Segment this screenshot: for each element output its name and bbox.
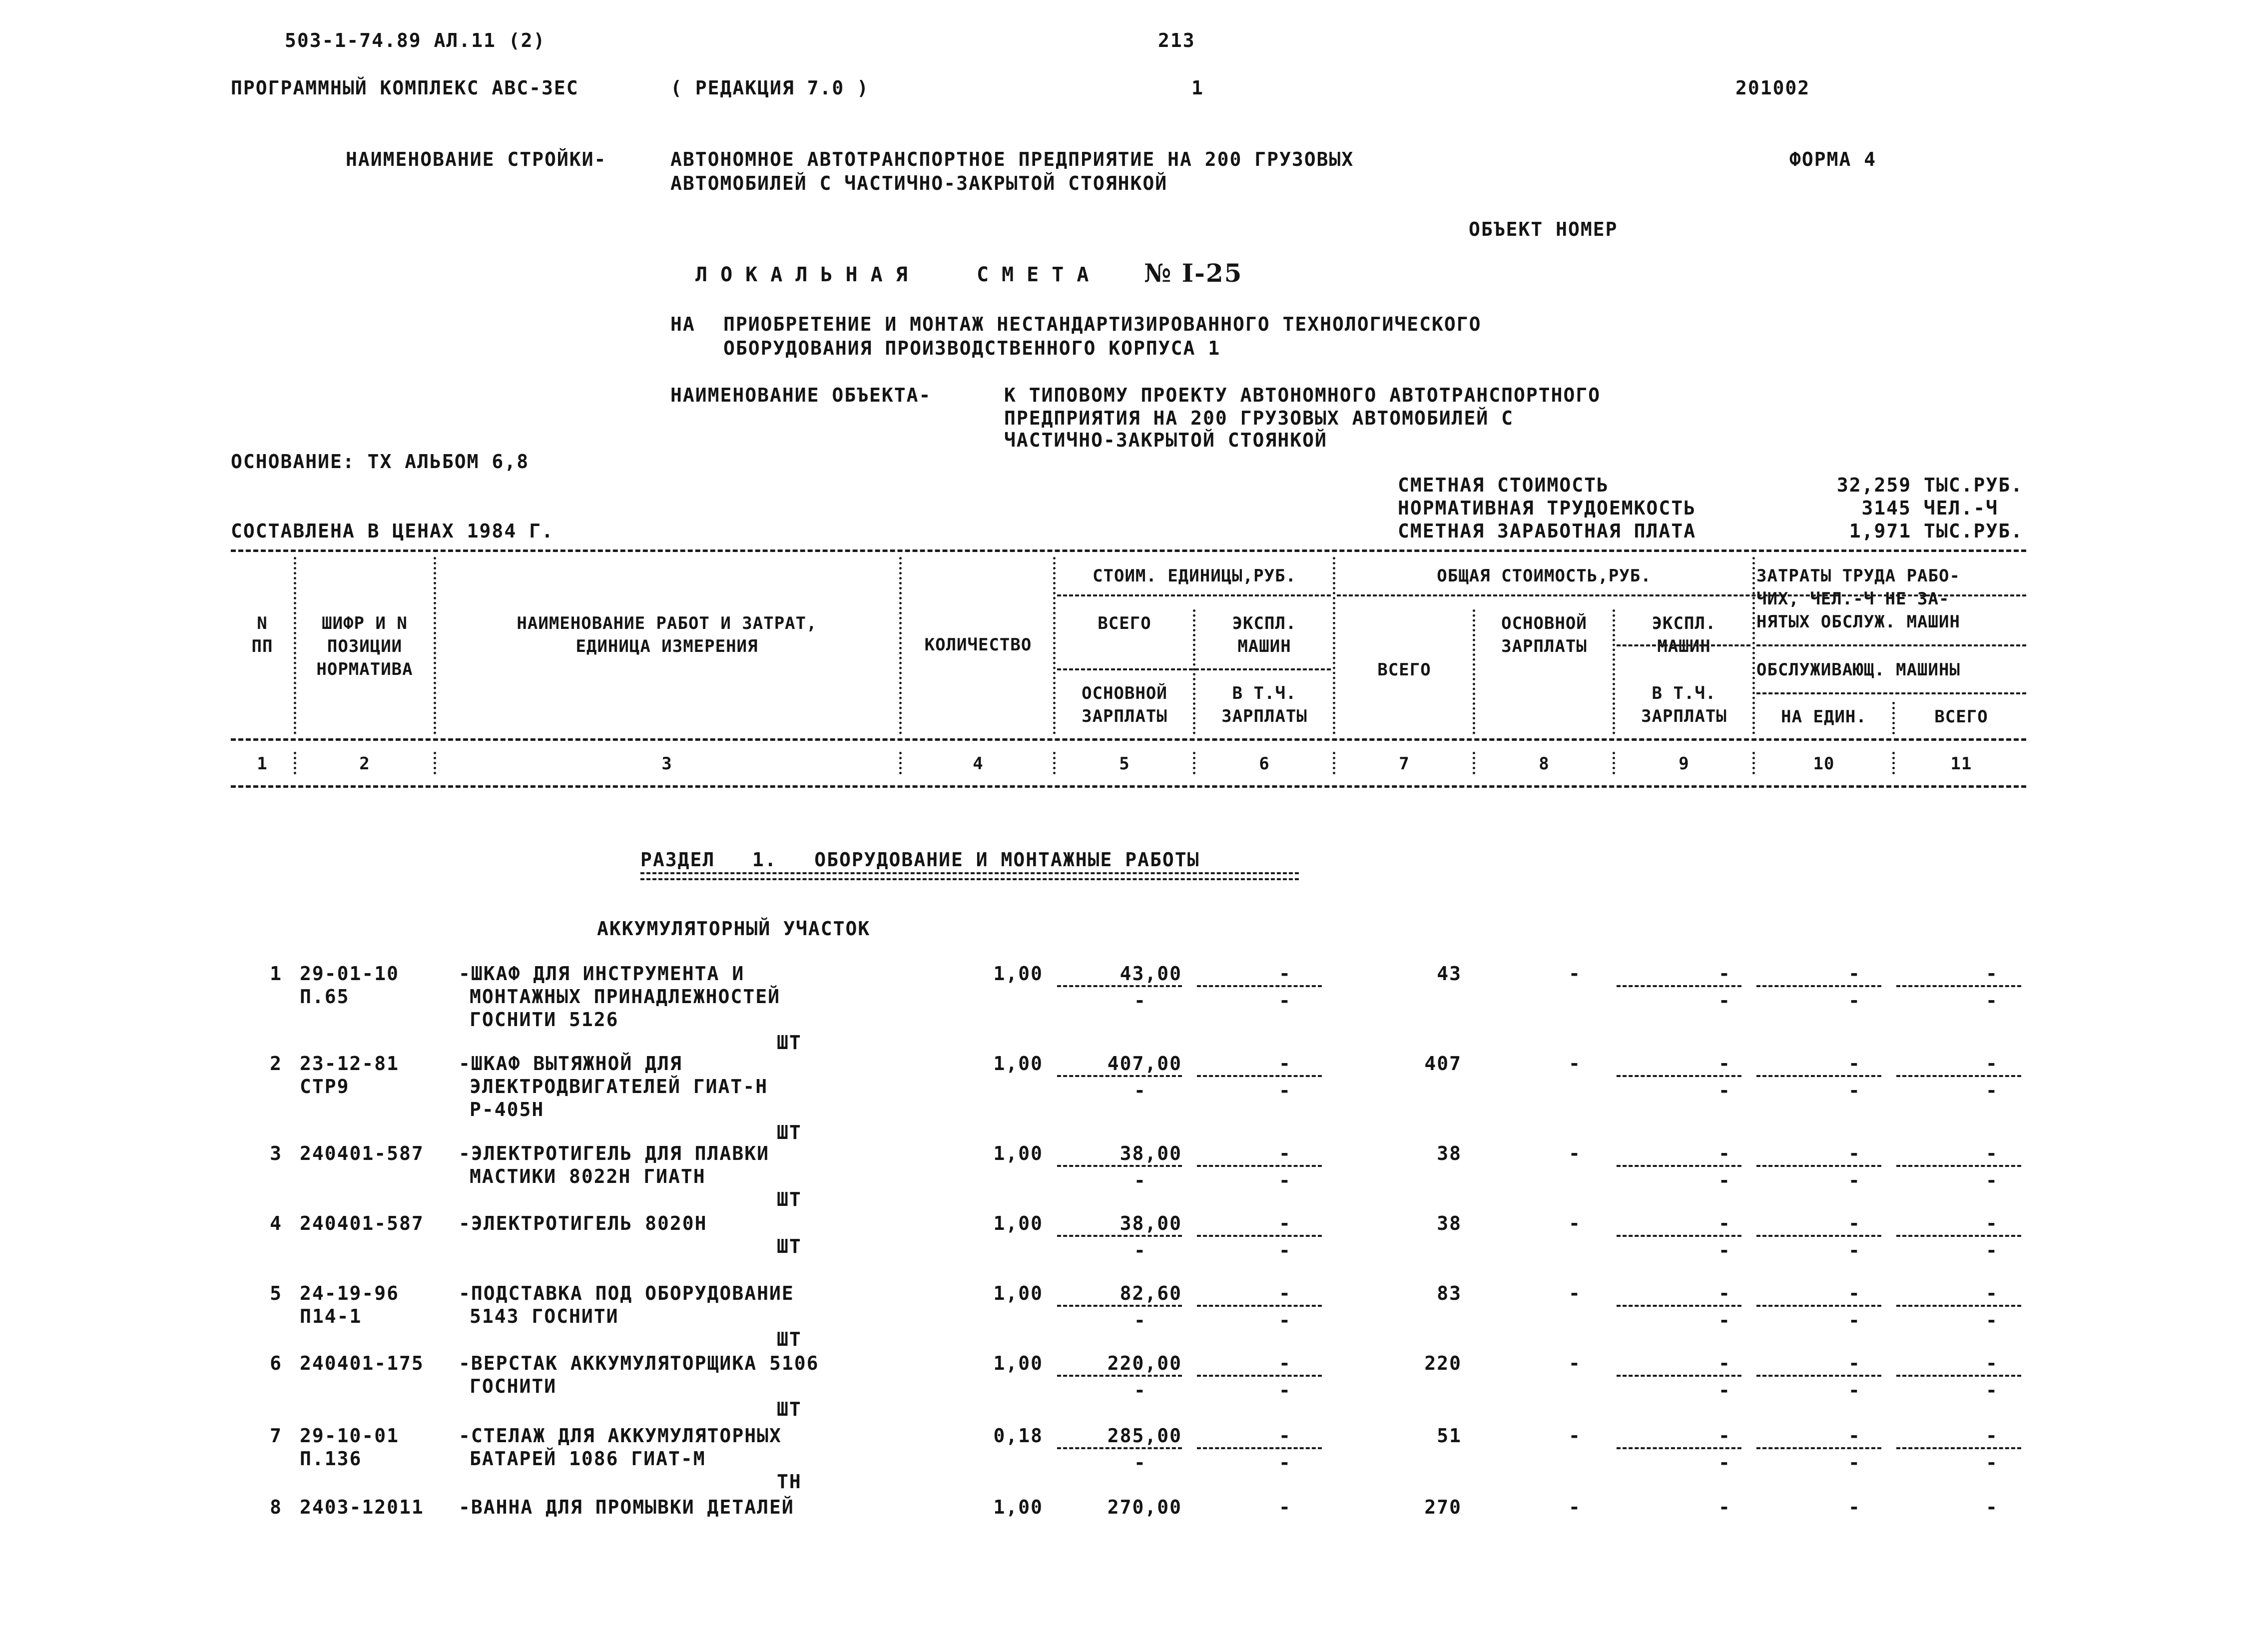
dash-mark: - <box>1569 1212 1581 1234</box>
row-work-name: -СТЕЛАЖ ДЛЯ АККУМУЛЯТОРНЫХ <box>459 1425 782 1447</box>
summary-label-cost: СМЕТНАЯ СТОИМОСТЬ <box>1398 474 1609 496</box>
program-edition: ( РЕДАКЦИЯ 7.0 ) <box>670 77 870 99</box>
row-code: 240401-587 <box>300 1142 424 1164</box>
column-separator <box>1193 752 1195 774</box>
dash-mark: - <box>1279 1352 1291 1374</box>
dash-mark: - <box>1848 1053 1861 1075</box>
cell-separator-line <box>1057 1235 1182 1237</box>
dash-mark: - <box>1569 963 1581 985</box>
header-bottom-rule <box>231 738 2026 741</box>
row-quantity: 1,00 <box>993 1053 1043 1075</box>
row-quantity: 1,00 <box>993 1142 1043 1164</box>
column-numbers-bottom-rule <box>231 785 2026 788</box>
header-total-machines: ЭКСПЛ. МАШИН <box>1652 613 1716 656</box>
row-number: 1 <box>270 963 282 985</box>
dash-mark: - <box>1986 1212 1998 1234</box>
dash-mark: - <box>1279 1142 1291 1164</box>
row-unit: ШТ <box>777 1235 802 1257</box>
dash-mark: - <box>1986 1379 1998 1401</box>
cell-separator-line <box>1896 1305 2021 1307</box>
row-total-cost: 270 <box>1424 1496 1462 1518</box>
dash-mark: - <box>1986 1425 1998 1447</box>
row-code: 2403-12011 <box>300 1496 424 1518</box>
dash-mark: - <box>1986 963 1998 985</box>
construction-line-1: АВТОНОМНОЕ АВТОТРАНСПОРТНОЕ ПРЕДПРИЯТИЕ НА 200 ГРУЗОВЫХ <box>670 148 1354 170</box>
row-unit: ШТ <box>777 1032 802 1054</box>
row-total-cost: 407 <box>1424 1053 1462 1075</box>
column-separator <box>1473 609 1475 734</box>
cell-separator-line <box>1197 1075 1322 1077</box>
cell-separator-line <box>1896 985 2021 987</box>
row-unit: ТН <box>777 1471 802 1493</box>
dash-mark: - <box>1848 1239 1861 1261</box>
row-unit-price: 407,00 <box>1107 1053 1182 1075</box>
cell-separator-line <box>1617 1235 1741 1237</box>
header-labor-per-unit: НА ЕДИН. <box>1781 707 1867 727</box>
column-number: 2 <box>359 754 370 774</box>
cell-separator-line <box>1756 1165 1881 1167</box>
column-separator <box>1333 752 1335 774</box>
dash-mark: - <box>1986 1169 1998 1191</box>
cell-separator-line <box>1756 1375 1881 1377</box>
row-quantity: 0,18 <box>993 1425 1043 1447</box>
dash-mark: - <box>1986 990 1998 1012</box>
header-unit-machines: ЭКСПЛ. МАШИН <box>1232 613 1297 656</box>
column-number: 10 <box>1813 754 1835 774</box>
column-separator <box>434 752 436 774</box>
table-top-rule <box>231 550 2026 552</box>
dash-mark: - <box>1718 1425 1731 1447</box>
column-separator <box>1892 752 1895 774</box>
document-code: 503-1-74.89 АЛ.11 (2) <box>285 29 546 51</box>
cell-separator-line <box>1896 1447 2021 1449</box>
program-name: ПРОГРАММНЫЙ КОМПЛЕКС АВС-ЗЕС <box>231 77 579 99</box>
header-labor-costs: ЗАТРАТЫ ТРУДА РАБО- ЧИХ, ЧЕЛ.-Ч НЕ ЗА- НЯТЫХ ОБСЛУЖ. МАШИН <box>1756 566 1960 632</box>
form-label: ФОРМА 4 <box>1789 148 1877 170</box>
row-quantity: 1,00 <box>993 1496 1043 1518</box>
column-separator <box>1473 752 1475 774</box>
dash-mark: - <box>1279 1309 1291 1331</box>
row-code: 23-12-81 <box>300 1053 400 1075</box>
dash-mark: - <box>1986 1080 1998 1101</box>
row-total-cost: 38 <box>1437 1212 1462 1234</box>
row-work-name: МОНТАЖНЫХ ПРИНАДЛЕЖНОСТЕЙ <box>470 986 780 1008</box>
cell-separator-line <box>1057 1075 1182 1077</box>
basis: ОСНОВАНИЕ: ТХ АЛЬБОМ 6,8 <box>231 451 530 473</box>
dash-mark: - <box>1986 1282 1998 1304</box>
section-title: РАЗДЕЛ 1. ОБОРУДОВАНИЕ И МОНТАЖНЫЕ РАБОТЫ <box>640 849 1200 871</box>
title-word-local: ЛОКАЛЬНАЯ <box>695 263 921 286</box>
row-code: 240401-175 <box>300 1352 424 1374</box>
dash-mark: - <box>1569 1496 1581 1518</box>
page-number: 213 <box>1158 29 1195 51</box>
dash-mark: - <box>1986 1352 1998 1374</box>
dash-mark: - <box>1848 990 1861 1012</box>
header-unit-wage: ОСНОВНОЙ ЗАРПЛАТЫ <box>1082 683 1167 726</box>
construction-label: НАИМЕНОВАНИЕ СТРОЙКИ- <box>346 148 607 170</box>
row-work-name: 5143 ГОСНИТИ <box>470 1305 619 1327</box>
estimate-number: № I-25 <box>1144 258 1243 288</box>
cell-separator-line <box>1057 1165 1182 1167</box>
header-sub-rule <box>1756 644 2026 646</box>
row-code: П.136 <box>300 1448 362 1470</box>
dash-mark: - <box>1134 1452 1146 1474</box>
dash-mark: - <box>1718 1053 1731 1075</box>
dash-mark: - <box>1718 990 1731 1012</box>
header-sub-rule <box>1057 594 1331 596</box>
cell-separator-line <box>1756 1075 1881 1077</box>
object-line-2: ПРЕДПРИЯТИЯ НА 200 ГРУЗОВЫХ АВТОМОБИЛЕЙ С <box>1004 407 1514 429</box>
dash-mark: - <box>1569 1282 1581 1304</box>
header-total-wage: ОСНОВНОЙ ЗАРПЛАТЫ <box>1501 613 1587 656</box>
object-line-1: К ТИПОВОМУ ПРОЕКТУ АВТОНОМНОГО АВТОТРАНСПОРТНОГО <box>1004 384 1601 406</box>
cell-separator-line <box>1057 1447 1182 1449</box>
row-work-name: -ШКАФ ДЛЯ ИНСТРУМЕНТА И <box>459 963 745 985</box>
cell-separator-line <box>1756 985 1881 987</box>
row-unit-price: 38,00 <box>1120 1212 1182 1234</box>
cell-separator-line <box>1057 985 1182 987</box>
cell-separator-line <box>1617 1447 1741 1449</box>
column-number: 3 <box>661 754 672 774</box>
row-quantity: 1,00 <box>993 963 1043 985</box>
cell-separator-line <box>1896 1075 2021 1077</box>
dash-mark: - <box>1279 1452 1291 1474</box>
construction-line-2: АВТОМОБИЛЕЙ С ЧАСТИЧНО-ЗАКРЫТОЙ СТОЯНКОЙ <box>670 172 1168 194</box>
object-number: ОБЪЕКТ НОМЕР <box>1469 218 1618 240</box>
column-number: 4 <box>973 754 984 774</box>
dash-mark: - <box>1569 1142 1581 1164</box>
dash-mark: - <box>1848 1352 1861 1374</box>
column-number: 11 <box>1950 754 1972 774</box>
cell-separator-line <box>1617 1075 1741 1077</box>
object-label: НАИМЕНОВАНИЕ ОБЪЕКТА- <box>670 384 932 406</box>
row-code: 240401-587 <box>300 1212 424 1234</box>
header-work-name: НАИМЕНОВАНИЕ РАБОТ И ЗАТРАТ, ЕДИНИЦА ИЗМЕРЕНИЯ <box>517 613 817 656</box>
row-number: 3 <box>270 1142 282 1164</box>
row-number: 4 <box>270 1212 282 1234</box>
dash-mark: - <box>1569 1053 1581 1075</box>
row-work-name: -ВЕРСТАК АККУМУЛЯТОРЩИКА 5106 <box>459 1352 819 1374</box>
row-number: 6 <box>270 1352 282 1374</box>
row-unit: ШТ <box>777 1398 802 1420</box>
row-work-name: ГОСНИТИ 5126 <box>470 1009 619 1031</box>
dash-mark: - <box>1279 1080 1291 1101</box>
dash-mark: - <box>1718 1352 1731 1374</box>
dash-mark: - <box>1986 1309 1998 1331</box>
dash-mark: - <box>1279 1496 1291 1518</box>
section-underline <box>640 878 1299 880</box>
cell-separator-line <box>1617 985 1741 987</box>
dash-mark: - <box>1279 1212 1291 1234</box>
dash-mark: - <box>1134 1309 1146 1331</box>
cell-separator-line <box>1896 1235 2021 1237</box>
dash-mark: - <box>1279 990 1291 1012</box>
column-number: 8 <box>1539 754 1550 774</box>
header-labor-service: ОБСЛУЖИВАЮЩ. МАШИНЫ <box>1756 660 1960 680</box>
column-number: 1 <box>257 754 268 774</box>
sheet-number: 1 <box>1191 77 1204 99</box>
column-separator <box>899 752 902 774</box>
row-quantity: 1,00 <box>993 1212 1043 1234</box>
column-separator <box>294 752 296 774</box>
row-code: 29-10-01 <box>300 1425 400 1447</box>
row-unit-price: 43,00 <box>1120 963 1182 985</box>
row-unit: ШТ <box>777 1121 802 1143</box>
row-code: 24-19-96 <box>300 1282 400 1304</box>
header-unit-total: ВСЕГО <box>1098 613 1151 633</box>
row-work-name: -ЭЛЕКТРОТИГЕЛЬ 8020Н <box>459 1212 707 1234</box>
column-separator <box>1333 557 1335 734</box>
cell-separator-line <box>1197 1305 1322 1307</box>
row-total-cost: 43 <box>1437 963 1462 985</box>
column-separator <box>1613 609 1615 734</box>
row-number: 2 <box>270 1053 282 1075</box>
header-total-incl-wage: В Т.Ч. ЗАРПЛАТЫ <box>1641 683 1727 726</box>
subject-prefix: НА <box>670 313 695 335</box>
column-separator <box>899 557 902 734</box>
row-work-name: МАСТИКИ 8022Н ГИАТН <box>470 1165 706 1187</box>
row-number: 8 <box>270 1496 282 1518</box>
cell-separator-line <box>1756 1447 1881 1449</box>
cell-separator-line <box>1197 985 1322 987</box>
dash-mark: - <box>1718 1282 1731 1304</box>
dash-mark: - <box>1718 1452 1731 1474</box>
row-work-name: -ПОДСТАВКА ПОД ОБОРУДОВАНИЕ <box>459 1282 794 1304</box>
dash-mark: - <box>1134 1169 1146 1191</box>
header-unit-cost: СТОИМ. ЕДИНИЦЫ,РУБ. <box>1093 566 1296 586</box>
dash-mark: - <box>1986 1053 1998 1075</box>
column-separator <box>294 557 296 734</box>
cell-separator-line <box>1197 1165 1322 1167</box>
header-row-number: N ПП <box>251 613 273 656</box>
header-code: ШИФР И N ПОЗИЦИИ НОРМАТИВА <box>316 613 413 679</box>
cell-separator-line <box>1896 1165 2021 1167</box>
column-separator <box>1752 557 1755 734</box>
cell-separator-line <box>1756 1235 1881 1237</box>
dash-mark: - <box>1718 1080 1731 1101</box>
row-number: 7 <box>270 1425 282 1447</box>
object-line-3: ЧАСТИЧНО-ЗАКРЫТОЙ СТОЯНКОЙ <box>1004 429 1327 451</box>
subject-line-2: ОБОРУДОВАНИЯ ПРОИЗВОДСТВЕННОГО КОРПУСА 1 <box>723 337 1221 359</box>
header-total-all: ВСЕГО <box>1377 660 1431 680</box>
row-total-cost: 220 <box>1424 1352 1462 1374</box>
summary-value-cost: 32,259 ТЫС.РУБ. <box>1836 474 2023 496</box>
header-unit-incl-wage: В Т.Ч. ЗАРПЛАТЫ <box>1221 683 1307 726</box>
row-unit: ШТ <box>777 1188 802 1210</box>
row-unit-price: 270,00 <box>1107 1496 1182 1518</box>
dash-mark: - <box>1718 963 1731 985</box>
row-code: СТР9 <box>300 1076 350 1098</box>
row-total-cost: 38 <box>1437 1142 1462 1164</box>
column-separator <box>434 557 436 734</box>
column-separator <box>1752 752 1755 774</box>
cell-separator-line <box>1197 1235 1322 1237</box>
cell-separator-line <box>1617 1165 1741 1167</box>
dash-mark: - <box>1848 1309 1861 1331</box>
dash-mark: - <box>1986 1452 1998 1474</box>
header-sub-rule <box>1057 668 1331 670</box>
cell-separator-line <box>1756 1305 1881 1307</box>
dash-mark: - <box>1848 1282 1861 1304</box>
column-separator <box>1053 752 1056 774</box>
row-total-cost: 51 <box>1437 1425 1462 1447</box>
row-work-name: -ЭЛЕКТРОТИГЕЛЬ ДЛЯ ПЛАВКИ <box>459 1142 769 1164</box>
dash-mark: - <box>1986 1142 1998 1164</box>
dash-mark: - <box>1848 1142 1861 1164</box>
row-work-name: ГОСНИТИ <box>470 1375 557 1397</box>
column-number: 7 <box>1399 754 1410 774</box>
dash-mark: - <box>1848 1212 1861 1234</box>
column-separator <box>1892 702 1895 734</box>
dash-mark: - <box>1848 1080 1861 1101</box>
cell-separator-line <box>1617 1375 1741 1377</box>
dash-mark: - <box>1848 1425 1861 1447</box>
row-work-name: БАТАРЕЙ 1086 ГИАТ-М <box>470 1448 706 1470</box>
row-quantity: 1,00 <box>993 1352 1043 1374</box>
dash-mark: - <box>1848 1452 1861 1474</box>
dash-mark: - <box>1279 1282 1291 1304</box>
document-number: 201002 <box>1735 77 1810 99</box>
row-work-name: ЭЛЕКТРОДВИГАТЕЛЕЙ ГИАТ-Н <box>470 1076 768 1098</box>
dash-mark: - <box>1134 1379 1146 1401</box>
dash-mark: - <box>1718 1309 1731 1331</box>
header-labor-total: ВСЕГО <box>1934 707 1988 727</box>
dash-mark: - <box>1569 1425 1581 1447</box>
column-number: 5 <box>1119 754 1130 774</box>
row-code: П14-1 <box>300 1305 362 1327</box>
column-number: 6 <box>1259 754 1270 774</box>
dash-mark: - <box>1279 963 1291 985</box>
header-sub-rule <box>1617 644 1750 646</box>
dash-mark: - <box>1848 1169 1861 1191</box>
dash-mark: - <box>1279 1379 1291 1401</box>
dash-mark: - <box>1279 1169 1291 1191</box>
dash-mark: - <box>1848 963 1861 985</box>
dash-mark: - <box>1718 1212 1731 1234</box>
header-sub-rule <box>1756 692 2026 694</box>
section-underline <box>640 872 1299 874</box>
dash-mark: - <box>1134 1239 1146 1261</box>
dash-mark: - <box>1718 1142 1731 1164</box>
prices-basis: СОСТАВЛЕНА В ЦЕНАХ 1984 Г. <box>231 520 554 542</box>
row-code: 29-01-10 <box>300 963 400 985</box>
dash-mark: - <box>1986 1239 1998 1261</box>
cell-separator-line <box>1057 1305 1182 1307</box>
dash-mark: - <box>1569 1352 1581 1374</box>
cell-separator-line <box>1617 1305 1741 1307</box>
row-quantity: 1,00 <box>993 1282 1043 1304</box>
subject-line-1: ПРИОБРЕТЕНИЕ И МОНТАЖ НЕСТАНДАРТИЗИРОВАННОГО ТЕХНОЛОГИЧЕСКОГО <box>723 313 1482 335</box>
column-separator <box>1193 609 1195 734</box>
header-total-cost: ОБЩАЯ СТОИМОСТЬ,РУБ. <box>1437 566 1652 586</box>
summary-label-wage: СМЕТНАЯ ЗАРАБОТНАЯ ПЛАТА <box>1398 520 1696 542</box>
cell-separator-line <box>1197 1375 1322 1377</box>
title-word-estimate: СМЕТА <box>977 263 1102 286</box>
row-work-name: -ВАННА ДЛЯ ПРОМЫВКИ ДЕТАЛЕЙ <box>459 1496 794 1518</box>
dash-mark: - <box>1718 1379 1731 1401</box>
dash-mark: - <box>1986 1496 1998 1518</box>
summary-value-labor: 3145 ЧЕЛ.-Ч <box>1861 497 1998 519</box>
dash-mark: - <box>1718 1169 1731 1191</box>
dash-mark: - <box>1134 990 1146 1012</box>
header-quantity: КОЛИЧЕСТВО <box>924 635 1032 655</box>
row-work-name: Р-405Н <box>470 1099 545 1120</box>
row-total-cost: 83 <box>1437 1282 1462 1304</box>
dash-mark: - <box>1279 1425 1291 1447</box>
column-number: 9 <box>1679 754 1689 774</box>
dash-mark: - <box>1279 1239 1291 1261</box>
column-separator <box>1613 752 1615 774</box>
row-code: П.65 <box>300 986 350 1008</box>
row-unit-price: 38,00 <box>1120 1142 1182 1164</box>
summary-label-labor: НОРМАТИВНАЯ ТРУДОЕМКОСТЬ <box>1398 497 1696 519</box>
dash-mark: - <box>1718 1239 1731 1261</box>
dash-mark: - <box>1848 1496 1861 1518</box>
cell-separator-line <box>1197 1447 1322 1449</box>
cell-separator-line <box>1896 1375 2021 1377</box>
summary-value-wage: 1,971 ТЫС.РУБ. <box>1849 520 2023 542</box>
row-unit-price: 220,00 <box>1107 1352 1182 1374</box>
dash-mark: - <box>1718 1496 1731 1518</box>
dash-mark: - <box>1134 1080 1146 1101</box>
row-unit-price: 285,00 <box>1107 1425 1182 1447</box>
row-number: 5 <box>270 1282 282 1304</box>
column-separator <box>1053 557 1056 734</box>
dash-mark: - <box>1848 1379 1861 1401</box>
row-unit-price: 82,60 <box>1120 1282 1182 1304</box>
dash-mark: - <box>1279 1053 1291 1075</box>
row-unit: ШТ <box>777 1328 802 1350</box>
row-work-name: -ШКАФ ВЫТЯЖНОЙ ДЛЯ <box>459 1053 682 1075</box>
cell-separator-line <box>1057 1375 1182 1377</box>
subsection-title: АККУМУЛЯТОРНЫЙ УЧАСТОК <box>597 918 871 940</box>
